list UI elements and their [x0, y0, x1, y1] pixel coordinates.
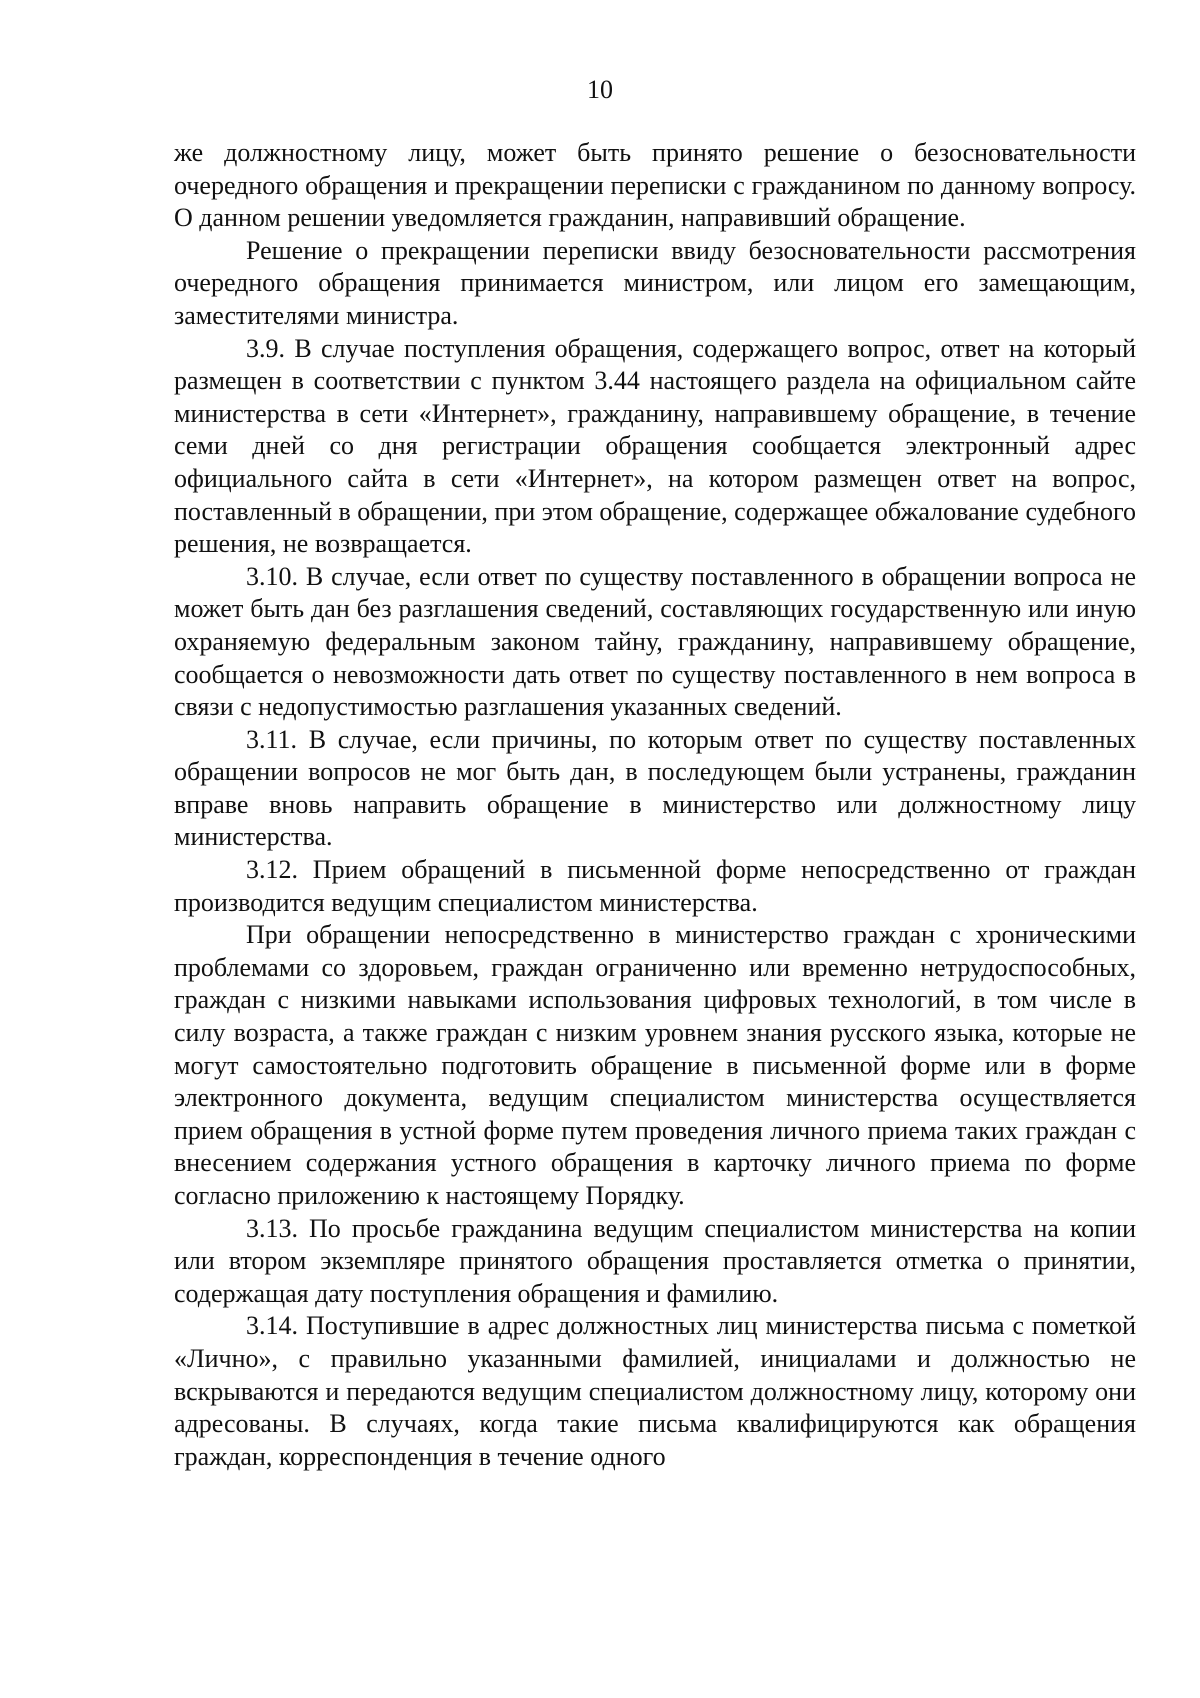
paragraph-3-11: 3.11. В случае, если причины, по которым ответ по существу поставленных обращении вопросов не мог быть дан, в последующем были устранены, гражданин вправе вновь направить обращение в министерство или должностному лицу министерства.	[174, 724, 1136, 852]
paragraph-3-13: 3.13. По просьбе гражданина ведущим специалистом министерства на копии или втором экземпляре принятого обращения проставляется отметка о принятии, содержащая дату поступления обращения и фамилию.	[174, 1213, 1136, 1308]
paragraph-continuation: же должностному лицу, может быть принято решение о безосновательности очередного обращения и прекращении переписки с гражданином по данному вопросу. О данном решении уведомляется гражданин, направивший обращение.	[174, 138, 1136, 233]
paragraph-3-14: 3.14. Поступившие в адрес должностных лиц министерства письма с пометкой «Лично», с правильно указанными фамилией, инициалами и должностью не вскрываются и передаются ведущим специалистом должностному лицу, которому они адресованы. В случаях, когда такие письма квалифицируются как обращения граждан, корреспонденция в течение одного	[174, 1311, 1136, 1471]
paragraph-3-9: 3.9. В случае поступления обращения, содержащего вопрос, ответ на который размещен в соответствии с пунктом 3.44 настоящего раздела на официальном сайте министерства в сети «Интернет», гражданину, направившему обращение, в течение семи дней со дня регистрации обращения сообщается электронный адрес официального сайта в сети «Интернет», на котором размещен ответ на вопрос, поставленный в обращении, при этом обращение, содержащее обжалование судебного решения, не возвращается.	[174, 333, 1136, 559]
document-body	[174, 137, 1136, 1473]
page-number: 10	[587, 75, 613, 104]
paragraph-3-12: 3.12. Прием обращений в письменной форме непосредственно от граждан производится ведущим специалистом министерства.	[174, 855, 1136, 917]
paragraph-3-10: 3.10. В случае, если ответ по существу поставленного в обращении вопроса не может быть дан без разглашения сведений, составляющих государственную или иную охраняемую федеральным законом тайну, гражданину, направившему обращение, сообщается о невозможности дать ответ по существу поставленного в нем вопроса в связи с недопустимостью разглашения указанных сведений.	[174, 561, 1136, 722]
paragraph-oral-reception: При обращении непосредственно в министерство граждан с хроническими проблемами со здоровьем, граждан ограниченно или временно нетрудоспособных, граждан с низкими навыками использования цифровых технологий, в том числе в силу возраста, а также граждан с низким уровнем знания русского языка, которые не могут самостоятельно подготовить обращение в письменной форме или в форме электронного документа, ведущим специалистом министерства осуществляется прием обращения в устной форме путем проведения личного приема таких граждан с внесением содержания устного обращения в карточку личного приема по форме согласно приложению к настоящему Порядку.	[174, 920, 1136, 1210]
paragraph-decision: Решение о прекращении переписки ввиду безосновательности рассмотрения очередного обращения принимается министром, или лицом его замещающим, заместителями министра.	[174, 235, 1136, 330]
